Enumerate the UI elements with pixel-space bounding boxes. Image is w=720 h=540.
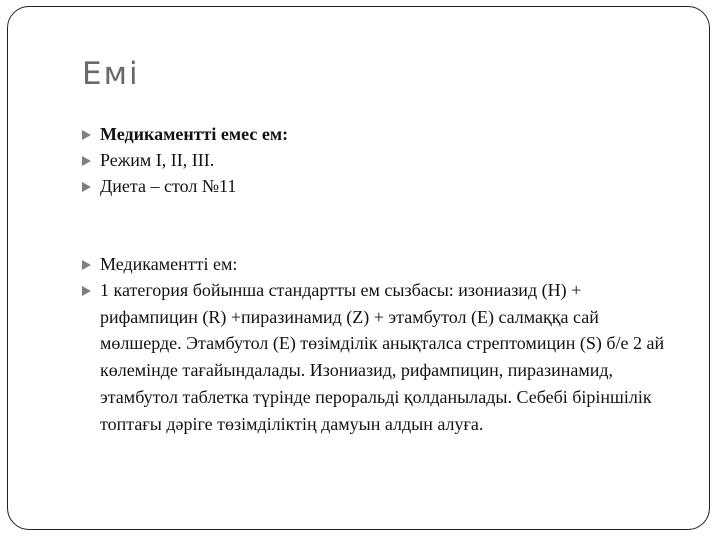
triangle-bullet-icon <box>82 182 91 192</box>
bullet-item <box>80 147 680 173</box>
triangle-bullet-icon <box>82 130 91 140</box>
slide-title: Емі <box>82 56 140 92</box>
bullet-text: Медикаментті ем: <box>100 254 238 274</box>
bullet-item <box>80 173 680 199</box>
bullet-item <box>80 251 680 277</box>
triangle-bullet-icon <box>82 286 91 296</box>
bullet-item <box>80 277 680 437</box>
bullet-text: Диета – стол №11 <box>100 176 237 196</box>
bullet-list-drug <box>80 251 680 437</box>
bullet-text: Медикаментті емес ем: <box>100 124 289 144</box>
bullet-item <box>80 121 680 147</box>
bullet-text: Режим I, II, III. <box>100 150 215 170</box>
triangle-bullet-icon <box>82 156 91 166</box>
triangle-bullet-icon <box>82 260 91 270</box>
bullet-text: 1 категория бойынша стандартты ем сызбасы: изониазид (H) + рифампицин (R) +пиразинамид (Z) + этамбутол (E) салмаққа сай мөлшерде. Этамбутол (E) төзімділік анықталса стрептомицин (S) б/е 2 ай көлемінде тағайындалады. Изониазид, рифампицин, пиразинамид, этамбутол таблетка түрінде пероральді қолданылады. Себебі біріншілік топтағы дәріге төзімділіктің дамуын алдын алуға. <box>100 280 665 434</box>
bullet-list-non-drug <box>80 121 680 199</box>
